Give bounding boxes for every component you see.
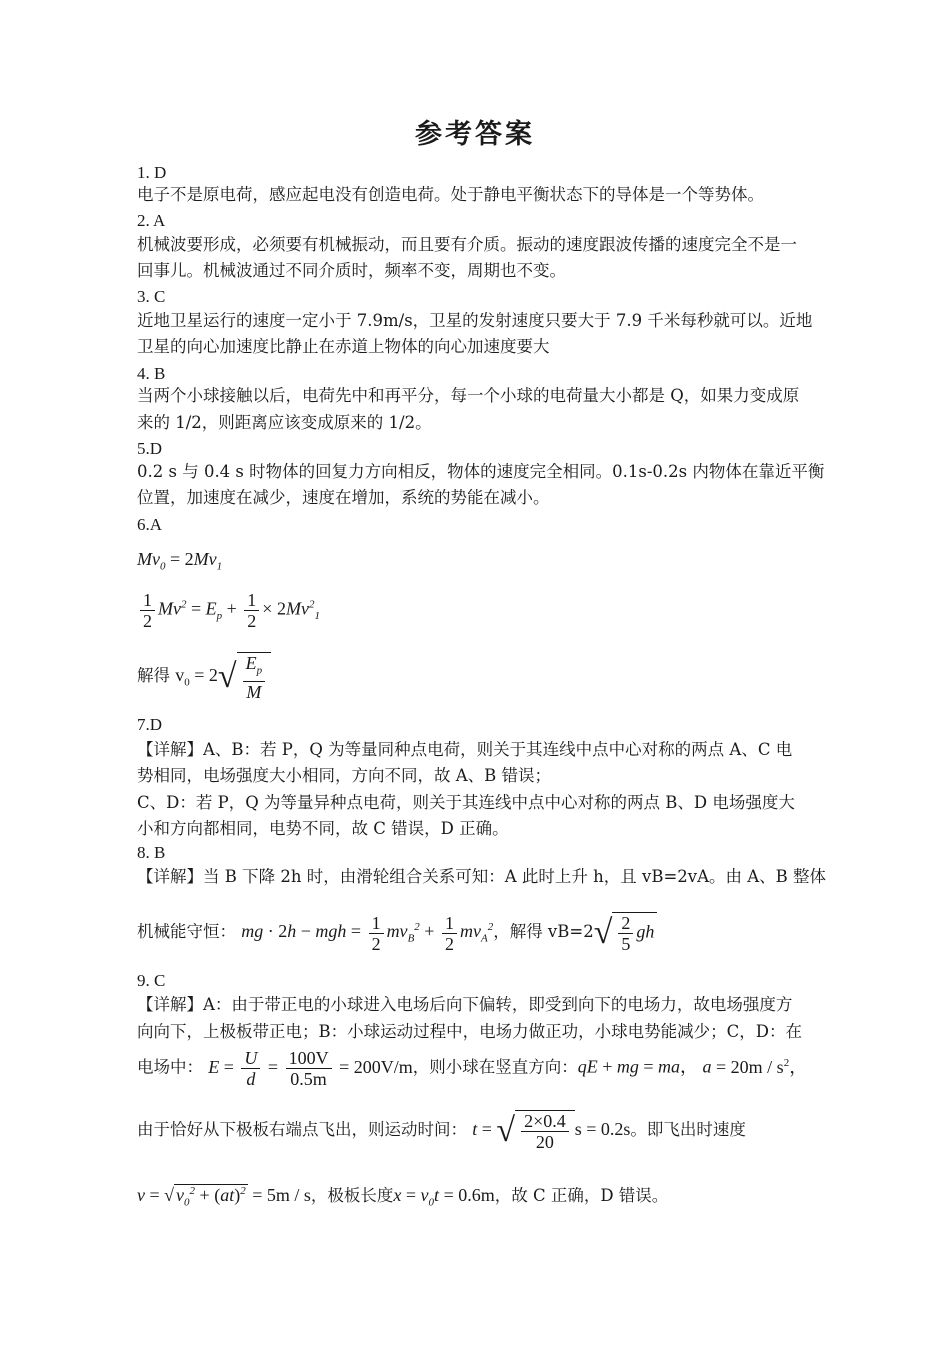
answer-9-time-equation: 由于恰好从下极板右端点飞出，则运动时间： t = √ $\frac{2\times 0.4}{20}$ s = 0.2s。即飞出时速度 (137, 1111, 746, 1152)
vertical-label: ，则小球在竖直方向： (412, 1057, 578, 1077)
answer-1-header: 1. D (137, 163, 167, 182)
answer-9-line-1: 【详解】A：由于带正电的小球进入电场后向下偏转，即受到向下的电场力，故电场强度方 (137, 995, 793, 1014)
answer-9-line-2: 向向下，上极板带正电；B：小球运动过程中，电场力做正功，小球电势能减少；C，D：在 (137, 1022, 802, 1041)
answer-9-velocity-equation: v = √ $v_0^2 + (at)^2 = 5m / s$，极板长度$x = v_0t = 0.6m$，故 C 正确，D 错误。 (137, 1185, 669, 1209)
field-label: 电场中： (137, 1057, 203, 1077)
equation-v0-result: 解得 $v_0 = 2√$ $\frac{E_p}{M}$ (137, 652, 271, 702)
answer-2-header: 2. A (137, 211, 166, 230)
answer-5-line-2: 位置，加速度在减少，速度在增加，系统的势能在减小。 (137, 488, 550, 507)
answer-3-line-1: 近地卫星运行的速度一定小于 7.9m/s，卫星的发射速度只要大于 7.9 千米每秒就可以。近地 (137, 311, 813, 330)
answer-7-header: 7.D (137, 715, 163, 734)
answer-4-line-2: 来的 1/2，则距离应该变成原来的 1/2。 (137, 413, 432, 432)
answer-9-header: 9. C (137, 971, 166, 990)
answer-8-header: 8. B (137, 843, 166, 862)
answer-8-energy-equation: 机械能守恒： mg · 2h − mgh = $\frac{1}{2}$ $mv_B^2$ + $\frac{1}{2}$ $mv_A^2$，解得 vB=2√ $\frac{2}{5}$ gh (137, 912, 657, 954)
conservation-label: 机械能守恒： (137, 922, 236, 942)
page-title: 参考答案 (415, 119, 535, 150)
answer-2-line-2: 回事儿。机械波通过不同介质时，频率不变，周期也不变。 (137, 261, 566, 280)
answer-7-line-1: 【详解】A、B：若 P，Q 为等量同种点电荷，则关于其连线中点中心对称的两点 A、C 电 (137, 740, 793, 759)
plate-length-label: ，极板长度 (310, 1186, 394, 1205)
answer-9-field-equation: 电场中： E = $\frac{U}{d}$ = $\frac{100V}{0.5m}$ = 200V/m，则小球在竖直方向：qE + mg = ma， $a = 20m / s^2$， (137, 1048, 808, 1089)
answer-4-header: 4. B (137, 364, 166, 383)
answer-7-line-4: 小和方向都相同，电势不同，故 C 错误，D 正确。 (137, 819, 509, 838)
answer-6-header: 6.A (137, 515, 163, 534)
answer-1-explanation: 电子不是原电荷，感应起电没有创造电荷。处于静电平衡状态下的导体是一个等势体。 (137, 185, 764, 204)
time-label: 由于恰好从下极板右端点飞出，则运动时间： (137, 1120, 467, 1140)
answer-2-line-1: 机械波要形成，必须要有机械振动，而且要有介质。振动的速度跟波传播的速度完全不是一 (137, 235, 797, 254)
exit-speed-label: 。即飞出时速度 (630, 1120, 746, 1140)
equation-energy: $\frac{1}{2}$ $Mv^2 = E_p$ + $\frac{1}{2}$ × $2Mv^2_1$ (137, 590, 320, 631)
conclusion-label: ，故 C 正确，D 错误。 (494, 1186, 669, 1205)
answer-8-line-1: 【详解】当 B 下降 2h 时，由滑轮组合关系可知：A 此时上升 h，且 vB=2vA。由 A、B 整体 (137, 867, 827, 886)
answer-7-line-3: C、D：若 P，Q 为等量异种点电荷，则关于其连线中点中心对称的两点 B、D 电场强度大 (137, 793, 795, 812)
solve-label: 解得 (137, 665, 170, 685)
answer-4-line-1: 当两个小球接触以后，电荷先中和再平分，每一个小球的电荷量大小都是 Q，如果力变成原 (137, 386, 800, 405)
answer-5-line-1: 0.2 s 与 0.4 s 时物体的回复力方向相反，物体的速度完全相同。0.1s-0.2s 内物体在靠近平衡 (137, 462, 825, 481)
answer-7-line-2: 势相同，电场强度大小相同，方向不同，故 A、B 错误； (137, 766, 552, 785)
answer-3-line-2: 卫星的向心加速度比静止在赤道上物体的向心加速度要大 (137, 337, 550, 356)
answer-3-header: 3. C (137, 287, 166, 306)
equation-momentum: $Mv_0 = 2Mv_1$ (137, 549, 223, 573)
answer-5-header: 5.D (137, 439, 163, 458)
solve-vb-label: ，解得 vB=2 (493, 922, 594, 942)
